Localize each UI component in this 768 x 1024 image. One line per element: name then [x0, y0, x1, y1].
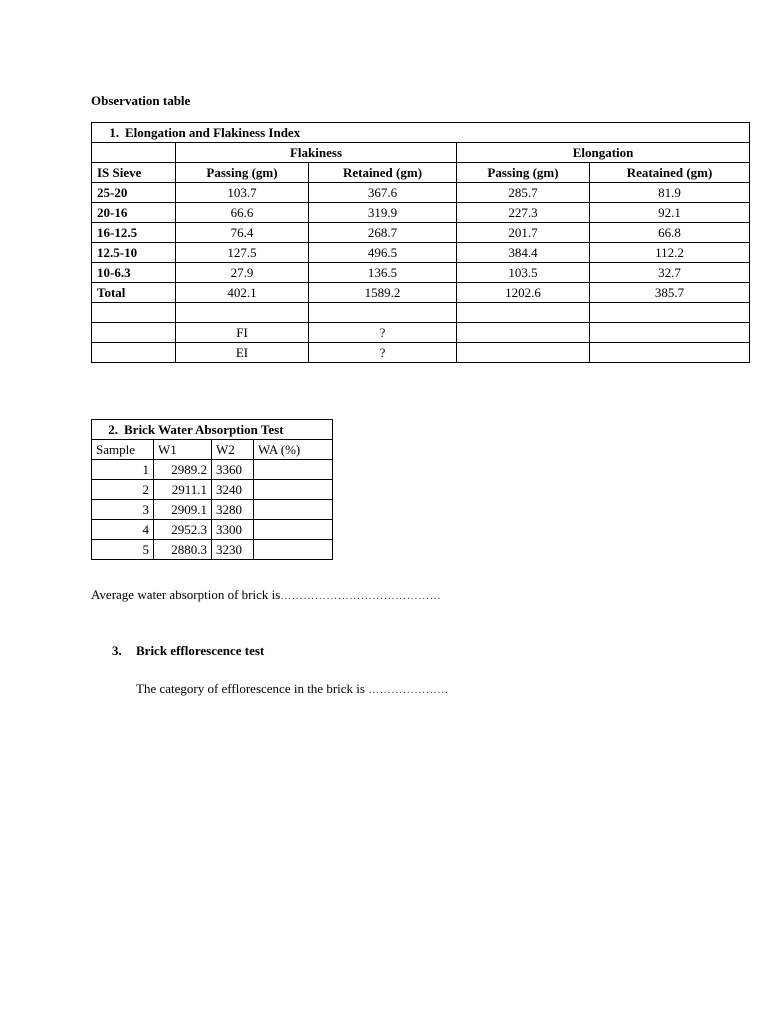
- sample-cell: 2: [92, 480, 154, 500]
- total-elongation-retained: 385.7: [590, 283, 750, 303]
- table1-empty-cell: [92, 143, 176, 163]
- elongation-passing-cell: 103.5: [457, 263, 590, 283]
- sample-cell: 1: [92, 460, 154, 480]
- flakiness-retained-cell: 319.9: [309, 203, 457, 223]
- elongation-group-header: Elongation: [457, 143, 750, 163]
- table2-number: 2.: [108, 422, 118, 437]
- table2-title: Brick Water Absorption Test: [124, 422, 284, 437]
- table-row: [92, 500, 333, 520]
- sieve-cell: 25-20: [92, 183, 176, 203]
- flakiness-retained-cell: 268.7: [309, 223, 457, 243]
- w1-cell: 2989.2: [154, 460, 212, 480]
- blank-cell: [590, 323, 750, 343]
- ei-label: EI: [176, 343, 309, 363]
- table-row: [92, 540, 333, 560]
- col-header-wa: WA (%): [254, 440, 333, 460]
- blank-cell: [176, 303, 309, 323]
- flakiness-passing-cell: 66.6: [176, 203, 309, 223]
- w2-cell: 3300: [212, 520, 254, 540]
- total-flakiness-retained: 1589.2: [309, 283, 457, 303]
- blank-cell: [457, 323, 590, 343]
- wa-cell[interactable]: [254, 500, 333, 520]
- w2-cell: 3280: [212, 500, 254, 520]
- table-row: [92, 520, 333, 540]
- table1-number: 1.: [109, 125, 119, 140]
- blank-cell: [92, 343, 176, 363]
- blank-cell: [457, 343, 590, 363]
- ei-value: ?: [309, 343, 457, 363]
- average-absorption-text: Average water absorption of brick is: [91, 587, 281, 602]
- blank-cell: [92, 303, 176, 323]
- flakiness-retained-cell: 367.6: [309, 183, 457, 203]
- elongation-retained-cell: 66.8: [590, 223, 750, 243]
- section3-title: Brick efflorescence test: [136, 643, 265, 658]
- sieve-cell: 12.5-10: [92, 243, 176, 263]
- ei-row: [92, 343, 750, 363]
- col-header-flakiness-passing: Passing (gm): [176, 163, 309, 183]
- sample-cell: 5: [92, 540, 154, 560]
- average-absorption-line: [91, 587, 441, 603]
- table-row: [92, 263, 750, 283]
- blank-cell: [457, 303, 590, 323]
- table2-title-cell: [92, 420, 333, 440]
- table-row: [92, 480, 333, 500]
- elongation-retained-cell: 81.9: [590, 183, 750, 203]
- blank-cell: [309, 303, 457, 323]
- col-header-w1: W1: [154, 440, 212, 460]
- sample-cell: 3: [92, 500, 154, 520]
- w2-cell: 3230: [212, 540, 254, 560]
- sieve-cell: 16-12.5: [92, 223, 176, 243]
- total-flakiness-passing: 402.1: [176, 283, 309, 303]
- elongation-passing-cell: 201.7: [457, 223, 590, 243]
- table-row: [92, 243, 750, 263]
- elongation-passing-cell: 285.7: [457, 183, 590, 203]
- total-label: Total: [92, 283, 176, 303]
- col-header-sieve: IS Sieve: [92, 163, 176, 183]
- elongation-passing-cell: 384.4: [457, 243, 590, 263]
- flakiness-retained-cell: 136.5: [309, 263, 457, 283]
- table-row: [92, 203, 750, 223]
- sieve-cell: 10-6.3: [92, 263, 176, 283]
- col-header-w2: W2: [212, 440, 254, 460]
- wa-cell[interactable]: [254, 540, 333, 560]
- col-header-flakiness-retained: Retained (gm): [309, 163, 457, 183]
- col-header-elongation-retained: Reatained (gm): [590, 163, 750, 183]
- col-header-sample: Sample: [92, 440, 154, 460]
- col-header-elongation-passing: Passing (gm): [457, 163, 590, 183]
- blank-cell: [92, 323, 176, 343]
- wa-cell[interactable]: [254, 520, 333, 540]
- elongation-retained-cell: 32.7: [590, 263, 750, 283]
- w1-cell: 2880.3: [154, 540, 212, 560]
- flakiness-passing-cell: 76.4: [176, 223, 309, 243]
- page-heading: Observation table: [91, 93, 191, 108]
- flakiness-passing-cell: 27.9: [176, 263, 309, 283]
- flakiness-passing-cell: 127.5: [176, 243, 309, 263]
- table-row: [92, 223, 750, 243]
- w1-cell: 2952.3: [154, 520, 212, 540]
- w2-cell: 3240: [212, 480, 254, 500]
- wa-cell[interactable]: [254, 480, 333, 500]
- flakiness-retained-cell: 496.5: [309, 243, 457, 263]
- table-row: [92, 460, 333, 480]
- table-row: [92, 183, 750, 203]
- blank-cell: [590, 303, 750, 323]
- blank-row: [92, 303, 750, 323]
- blank-cell: [590, 343, 750, 363]
- table1-title-cell: [92, 123, 750, 143]
- brick-water-absorption-table: [91, 419, 333, 560]
- efflorescence-text: The category of efflorescence in the brick is: [136, 681, 365, 696]
- w2-cell: 3360: [212, 460, 254, 480]
- flakiness-passing-cell: 103.7: [176, 183, 309, 203]
- elongation-flakiness-table: [91, 122, 750, 363]
- sample-cell: 4: [92, 520, 154, 540]
- elongation-retained-cell: 92.1: [590, 203, 750, 223]
- fi-label: FI: [176, 323, 309, 343]
- total-elongation-passing: 1202.6: [457, 283, 590, 303]
- fi-value: ?: [309, 323, 457, 343]
- elongation-passing-cell: 227.3: [457, 203, 590, 223]
- flakiness-group-header: Flakiness: [176, 143, 457, 163]
- total-row: [92, 283, 750, 303]
- wa-cell[interactable]: [254, 460, 333, 480]
- section3-heading: [112, 643, 264, 659]
- efflorescence-blank[interactable]: …………………: [368, 684, 449, 696]
- fi-row: [92, 323, 750, 343]
- table1-title: Elongation and Flakiness Index: [125, 125, 301, 140]
- w1-cell: 2911.1: [154, 480, 212, 500]
- section3-number: 3.: [112, 643, 122, 658]
- w1-cell: 2909.1: [154, 500, 212, 520]
- average-absorption-blank[interactable]: ……………………………………: [280, 590, 442, 602]
- efflorescence-line: [136, 681, 449, 697]
- elongation-retained-cell: 112.2: [590, 243, 750, 263]
- sieve-cell: 20-16: [92, 203, 176, 223]
